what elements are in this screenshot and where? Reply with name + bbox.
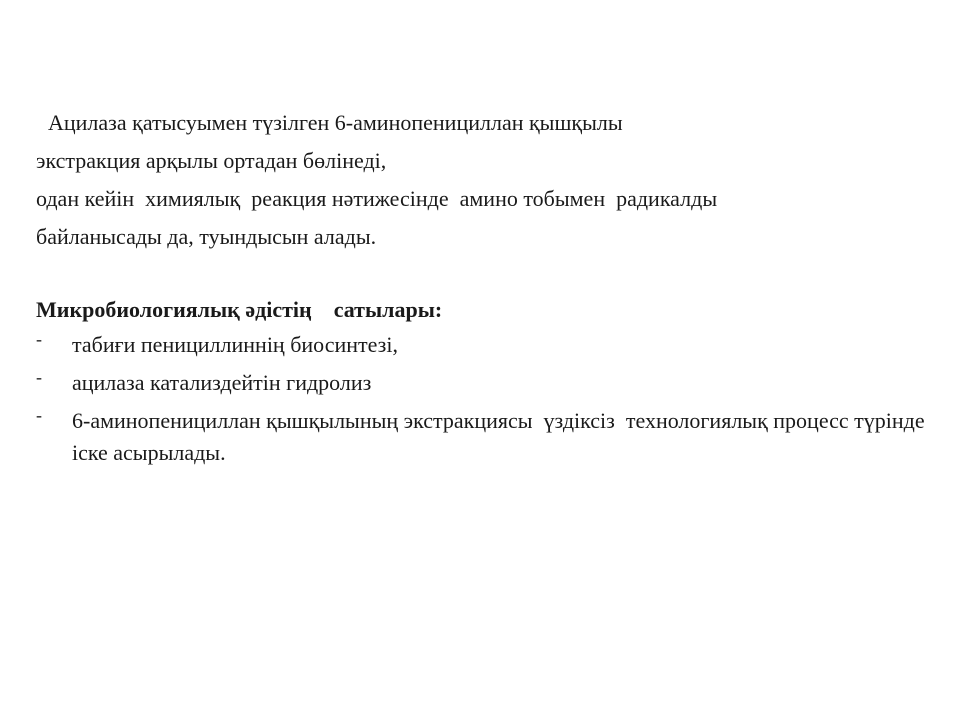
paragraph-line: байланысады да, туындысын алады. xyxy=(36,224,377,249)
steps-list xyxy=(36,329,936,469)
list-item-text: 6-аминопенициллан қышқылының экстракциясы үздіксіз технологиялық процесс түрінде іске асырылады. xyxy=(72,408,931,465)
bullet-dash: - xyxy=(36,367,42,387)
paragraph-line: Ацилаза қатысуымен түзілген 6-аминопенициллан қышқылы xyxy=(48,110,623,135)
list-item-text: ацилаза катализдейтін гидролиз xyxy=(72,370,372,395)
paragraph-line: одан кейін химиялық реакция нәтижесінде амино тобымен радикалды xyxy=(36,186,718,211)
bullet-dash: - xyxy=(36,329,42,349)
bullet-dash: - xyxy=(36,405,42,425)
list-item xyxy=(36,405,936,469)
steps-section xyxy=(36,291,936,475)
list-item xyxy=(36,367,936,399)
steps-heading: Микробиологиялық әдістің сатылары: xyxy=(36,297,443,322)
list-item xyxy=(36,329,936,361)
list-item-text: табиғи пенициллиннің биосинтезі, xyxy=(72,332,398,357)
intro-paragraph xyxy=(36,104,936,256)
paragraph-line: экстракция арқылы ортадан бөлінеді, xyxy=(36,148,387,173)
